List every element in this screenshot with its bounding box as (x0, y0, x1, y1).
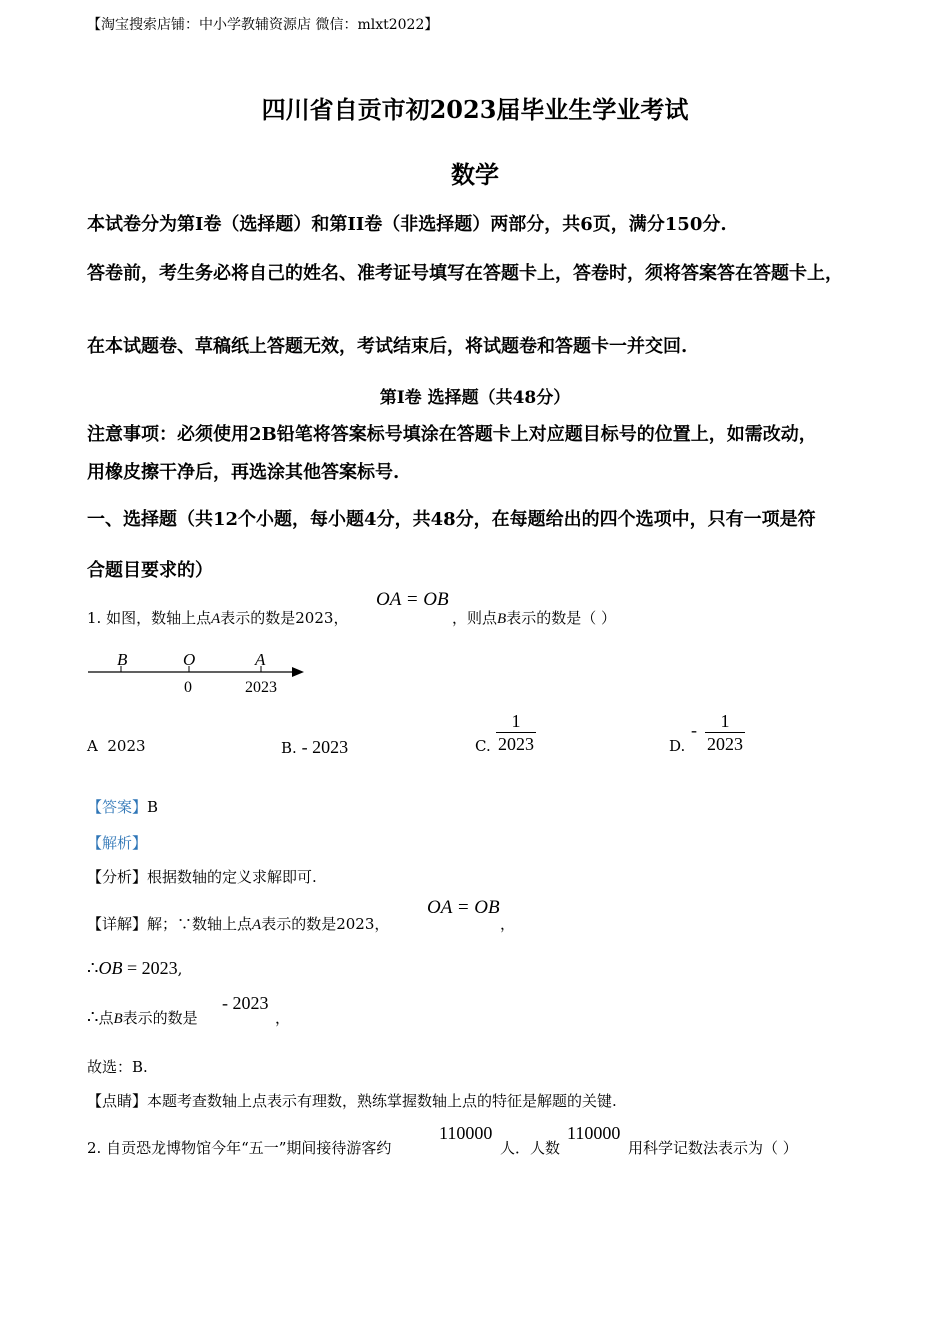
question-1-condition: OA = OB (376, 589, 449, 610)
option-b[interactable]: B. - 2023 (281, 737, 349, 757)
analysis-label: 【解析】 (87, 834, 148, 852)
label-b: B (117, 650, 128, 669)
answer-line: 【答案】B (87, 798, 159, 816)
fenxi-line: 【分析】根据数轴的定义求解即可. (87, 868, 317, 886)
intro-line-2: 答卷前，考生务必将自己的姓名、准考证号填写在答题卡上，答卷时，须将答案答在答题卡上， (87, 263, 843, 284)
part-title-line-1: 一、选择题（共12个小题，每小题4分，共48分，在每题给出的四个选项中，只有一项是符 (87, 509, 816, 530)
question-2-number-2: 110000 (567, 1123, 621, 1143)
detail-condition: OA = OB (427, 897, 500, 918)
question-1-stem-end: ，则点B表示的数是（ ） (452, 609, 616, 627)
section-heading: 第I卷 选择题（共48分） (379, 388, 571, 408)
comment-line: 【点睛】本题考查数轴上点表示有理数，熟练掌握数轴上点的特征是解题的关键. (87, 1092, 617, 1110)
question-1-stem: 1. 如图，数轴上点A表示的数是2023， (87, 609, 349, 627)
step-2-value: - 2023 (222, 993, 269, 1013)
option-d-fraction[interactable]: $\frac{1}{2023}$ (707, 711, 743, 754)
subject-title: 数学 (451, 160, 499, 189)
intro-line-1: 本试卷分为第I卷（选择题）和第II卷（非选择题）两部分，共6页，满分150分. (87, 214, 727, 235)
detail-comma: ， (500, 915, 516, 933)
choose-line: 故选：B. (87, 1058, 148, 1076)
label-o: O (183, 650, 196, 669)
option-d-sign: - (691, 720, 697, 740)
intro-line-3: 在本试题卷、草稿纸上答题无效，考试结束后，将试题卷和答题卡一并交回. (87, 336, 688, 357)
notice-line-2: 用橡皮擦干净后，再选涂其他答案标号. (87, 462, 400, 483)
question-2-stem: 2. 自贡恐龙博物馆今年“五一”期间接待游客约 (87, 1139, 392, 1157)
number-line-figure (82, 645, 322, 703)
label-a: A (255, 650, 266, 669)
exam-title: 四川省自贡市初2023届毕业生学业考试 (261, 95, 689, 124)
step-2-end: ， (275, 1009, 291, 1027)
tick-label-2023: 2023 (245, 679, 277, 696)
option-c-fraction[interactable]: $\frac{1}{2023}$ (498, 711, 534, 754)
detail-line: 【详解】解；∵数轴上点A表示的数是2023， (87, 915, 390, 933)
header-shop-note: 【淘宝搜索店铺：中小学教辅资源店 微信：mlxt2022】 (87, 17, 439, 33)
notice-line-1: 注意事项：必须使用2B铅笔将答案标号填涂在答题卡上对应题目标号的位置上，如需改动， (87, 424, 817, 445)
option-d-label[interactable]: D. (669, 737, 686, 755)
question-2-stem-mid: 人．人数 (500, 1139, 561, 1157)
question-2-stem-end: 用科学记数法表示为（ ） (628, 1139, 798, 1157)
part-title-line-2: 合题目要求的） (87, 560, 213, 581)
question-2-number-1: 110000 (439, 1123, 493, 1143)
step-1: ∴OB = 2023, (87, 958, 183, 979)
tick-label-zero: 0 (184, 679, 192, 696)
number-line-arrow (292, 667, 304, 677)
option-a[interactable]: A 2023 (87, 737, 146, 755)
step-2: ∴点B表示的数是 (87, 1007, 198, 1028)
option-c-label[interactable]: C. (475, 737, 491, 755)
